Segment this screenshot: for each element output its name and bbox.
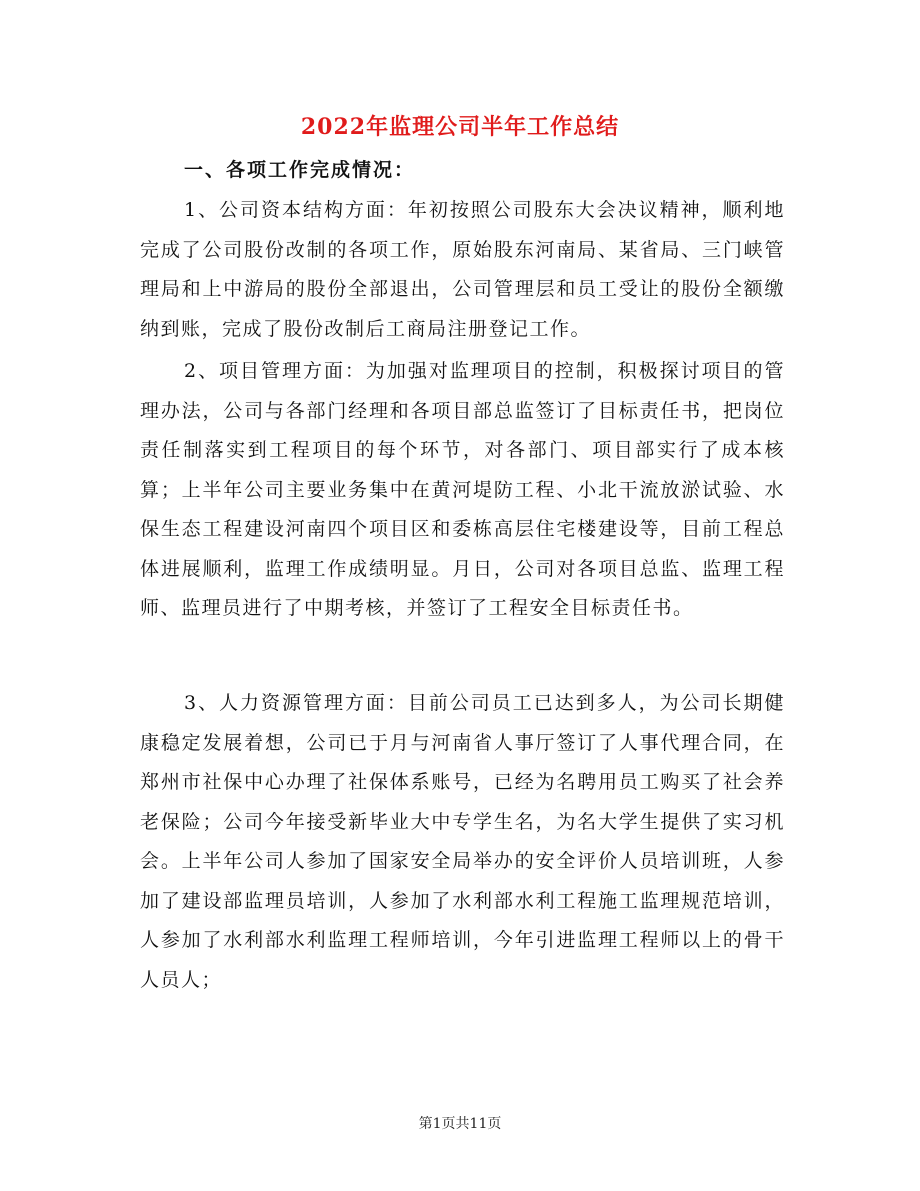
paragraph-capital-structure: 1、公司资本结构方面：年初按照公司股东大会决议精神，顺利地完成了公司股份改制的各项工作，原始股东河南局、某省局、三门峡管理局和上中游局的股份全部退出，公司管理层和员工受让的股份全额缴纳到账，完成了股份改制后工商局注册登记工作。 — [140, 199, 785, 340]
document-title: 2022年监理公司半年工作总结 — [300, 114, 620, 140]
page-number-footer: 第1页共11页 — [418, 1116, 502, 1132]
section-heading: 一、各项工作完成情况： — [184, 159, 416, 181]
paragraph-project-management: 2、项目管理方面：为加强对监理项目的控制，积极探讨项目的管理办法，公司与各部门经理和各项目部总监签订了目标责任书，把岗位责任制落实到工程项目的每个环节，对各部门、项目部实行了成本核算；上半年公司主要业务集中在黄河堤防工程、小北干流放淤试验、水保生态工程建设河南四个项目区和委栋高层住宅楼建设等，目前工程总体进展顺利，监理工作成绩明显。月日，公司对各项目总监、监理工程师、监理员进行了中期考核，并签订了工程安全目标责任书。 — [140, 360, 785, 619]
paragraph-human-resources: 3、人力资源管理方面：目前公司员工已达到多人，为公司长期健康稳定发展着想，公司已于月与河南省人事厅签订了人事代理合同，在郑州市社保中心办理了社保体系账号，已经为名聘用员工购买了社会养老保险；公司今年接受新毕业大中专学生名，为名大学生提供了实习机会。上半年公司人参加了国家安全局举办的安全评价人员培训班，人参加了建设部监理员培训，人参加了水利部水利工程施工监理规范培训，人参加了水利部水利监理工程师培训，今年引进监理工程师以上的骨干人员人； — [140, 692, 785, 991]
